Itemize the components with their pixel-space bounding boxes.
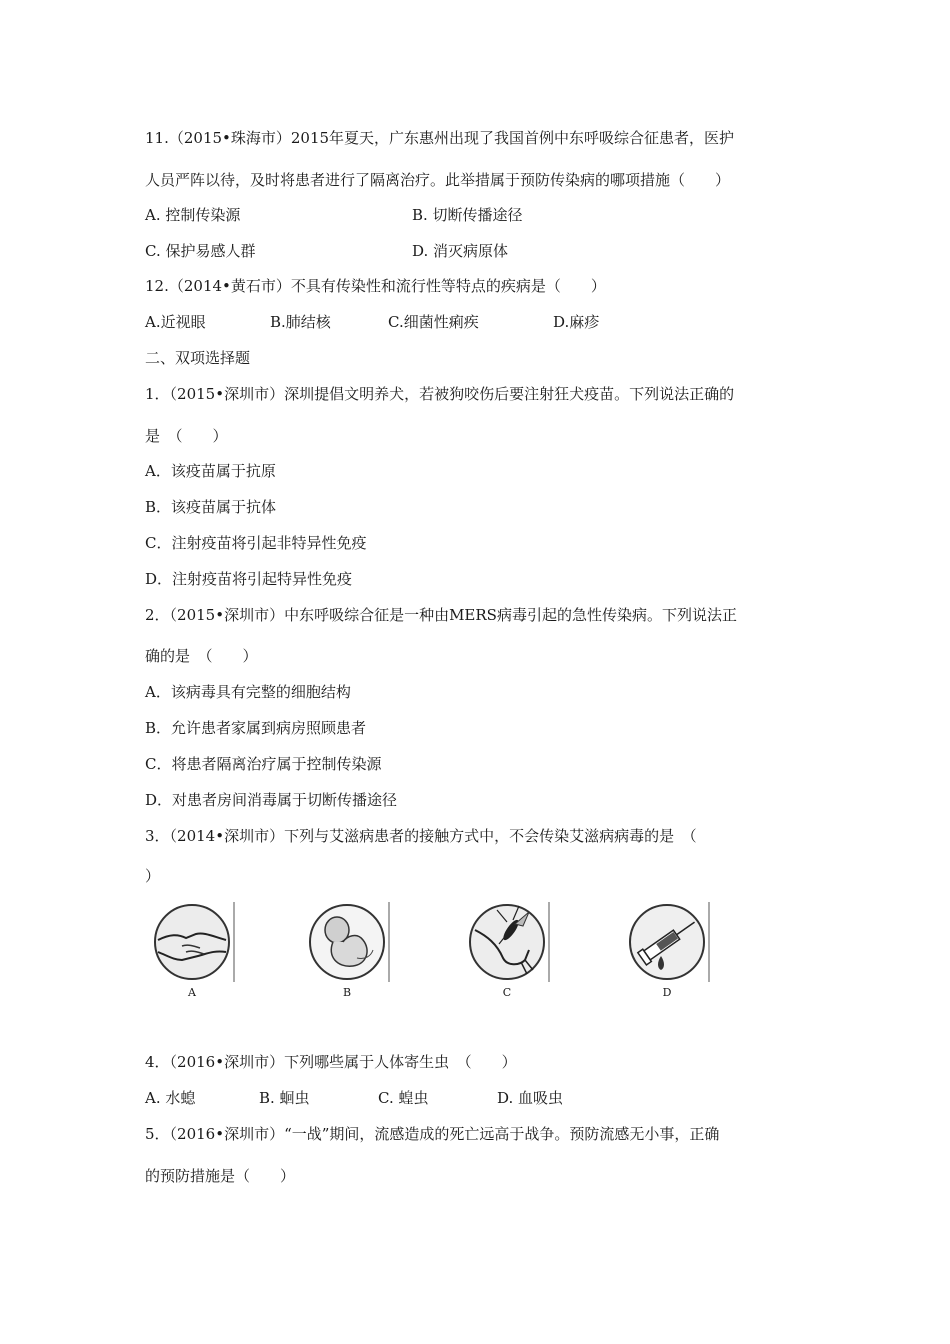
- d1-option-a: A．该疫苗属于抗原: [145, 462, 276, 480]
- syringe-blood-icon: [627, 900, 717, 984]
- d1-stem-line2: 是 （ ）: [145, 427, 228, 445]
- d5-stem-line1: 5．（2016•深圳市）“一战”期间，流感造成的死亡远高于战争。预防流感无小事，正确: [145, 1125, 720, 1143]
- picture-d: [627, 900, 717, 999]
- d3-stem-line1: 3．（2014•深圳市）下列与艾滋病患者的接触方式中，不会传染艾滋病病毒的是 （: [145, 827, 697, 845]
- q11-stem-line1: 11.（2015•珠海市）2015年夏天，广东惠州出现了我国首例中东呼吸综合征患者，医护: [145, 129, 735, 147]
- picture-c: [467, 900, 557, 999]
- q11-stem-line2: 人员严阵以待，及时将患者进行了隔离治疗。此举措属于预防传染病的哪项措施（ ）: [145, 171, 731, 189]
- mosquito-bite-icon: [467, 900, 557, 984]
- section-heading: 二、双项选择题: [145, 349, 251, 367]
- picture-a: [152, 900, 242, 999]
- d1-option-d: D．注射疫苗将引起特异性免疫: [145, 570, 353, 588]
- d1-option-c: C．注射疫苗将引起非特异性免疫: [145, 534, 367, 552]
- picture-b: [307, 900, 397, 999]
- q11-option-b: B. 切断传播途径: [412, 206, 523, 224]
- q11-option-a: A. 控制传染源: [145, 206, 241, 224]
- d1-stem-line1: 1．（2015•深圳市）深圳提倡文明养犬，若被狗咬伤后要注射狂犬疫苗。下列说法正确的: [145, 385, 735, 403]
- q12-option-b: B.肺结核: [270, 313, 331, 331]
- d4-option-d: D. 血吸虫: [497, 1089, 564, 1107]
- d2-option-b: B．允许患者家属到病房照顾患者: [145, 719, 367, 737]
- d3-stem-line2: ）: [145, 867, 161, 885]
- q11-option-d: D. 消灭病原体: [412, 242, 509, 260]
- q12-option-c: C.细菌性痢疾: [388, 313, 479, 331]
- d1-option-b: B．该疫苗属于抗体: [145, 498, 277, 516]
- picture-d-label: D: [662, 986, 672, 999]
- d4-option-a: A. 水螅: [145, 1089, 196, 1107]
- d2-stem-line2: 确的是 （ ）: [145, 647, 258, 665]
- handshake-icon: [152, 900, 242, 984]
- d2-option-c: C．将患者隔离治疗属于控制传染源: [145, 755, 382, 773]
- picture-c-label: C: [502, 986, 512, 999]
- d4-option-b: B. 蛔虫: [259, 1089, 310, 1107]
- fetus-icon: [307, 900, 397, 984]
- picture-a-label: A: [188, 986, 196, 999]
- q12-stem: 12.（2014•黄石市）不具有传染性和流行性等特点的疾病是（ ）: [145, 277, 606, 295]
- d4-stem: 4．（2016•深圳市）下列哪些属于人体寄生虫 （ ）: [145, 1053, 517, 1071]
- d2-stem-line1: 2．（2015•深圳市）中东呼吸综合征是一种由MERS病毒引起的急性传染病。下列说法正: [145, 606, 737, 624]
- d5-stem-line2: 的预防措施是（ ）: [145, 1167, 296, 1185]
- q12-option-d: D.麻疹: [553, 313, 600, 331]
- d4-option-c: C. 蝗虫: [378, 1089, 429, 1107]
- q11-option-c: C. 保护易感人群: [145, 242, 256, 260]
- d2-option-d: D．对患者房间消毒属于切断传播途径: [145, 791, 398, 809]
- picture-b-label: B: [342, 986, 352, 999]
- d2-option-a: A．该病毒具有完整的细胞结构: [145, 683, 351, 701]
- q12-option-a: A.近视眼: [145, 313, 206, 331]
